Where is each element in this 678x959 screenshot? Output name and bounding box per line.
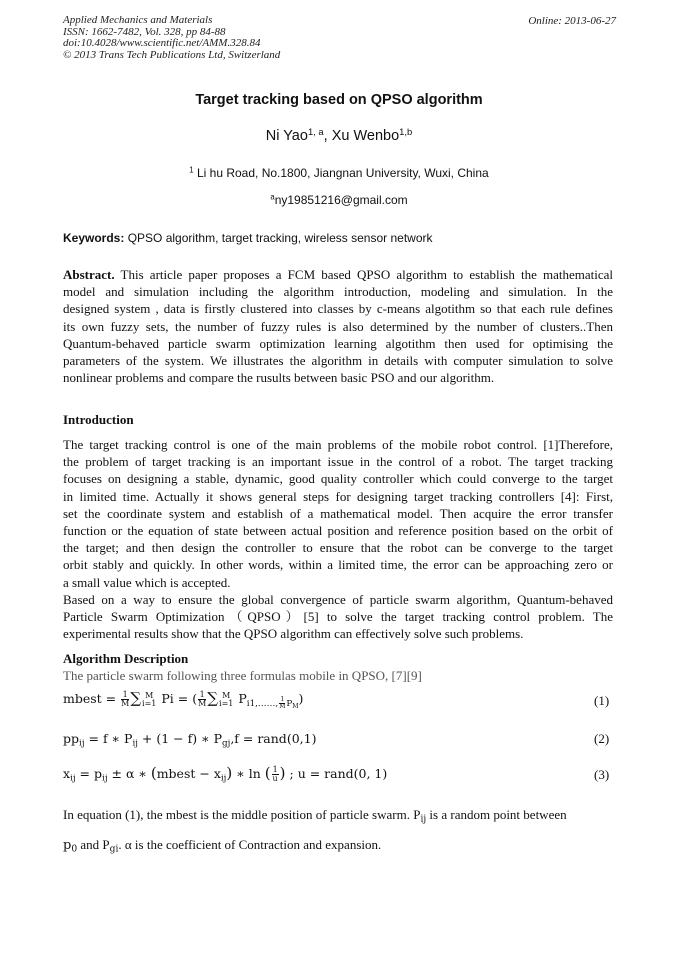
journal-header — [63, 15, 280, 61]
equation-1: mbest = $\frac{1}{M}$ ∑ M i=1 Pi = ( $\frac{1}{M}$ ∑ M i=1 $P_{i1,\dots\dots, \frac{1}{M} P_M}$) — [63, 689, 304, 710]
equation-explanation-line-2: $p_0$ and $P_{gi}$. α is the coefficient of Contraction and expansion. — [63, 837, 382, 855]
affiliation-marker: 1 — [189, 165, 194, 175]
text-line: The target tracking control is one of the main problems of the mobile robot control. [1]Therefore, — [63, 437, 613, 452]
text-line: the target; and then design the controller to ensure that the robot can be converge to the target — [63, 540, 613, 556]
text-line: in limited time. Actually it shows general steps for designing target tracking controllers [4]: First, — [63, 488, 613, 504]
abstract-line: Quantum-behaved particle swarm optimization learning algotithm then used for optimising the — [63, 335, 613, 351]
text-line: orbit stably and quickly. In other words, within a limited time, the error can be approaching zero or — [63, 557, 613, 573]
text-line: a small value which is accepted. — [63, 574, 231, 590]
email-marker: a — [270, 192, 275, 202]
section-heading-introduction: Introduction — [63, 412, 134, 427]
abstract-line: model and simulation including the algorithm introduction, modeling and simulation. In the — [63, 284, 613, 300]
keywords — [63, 231, 432, 245]
text-line: focuses on designing a stable, dynamic, good quality controller which could converge to the target — [63, 471, 613, 487]
text-line: Based on a way to ensure the global convergence of particle swarm algorithm, Quantum-behaved — [63, 591, 613, 607]
text-line: function or the equation of state between actual position and reference position based on the orbit of — [63, 523, 613, 539]
author-1-affil: 1, a — [307, 125, 324, 137]
journal-name: Applied Mechanics and Materials — [63, 14, 213, 26]
affiliation-text: Li hu Road, No.1800, Jiangnan University, Wuxi, China — [196, 166, 489, 180]
equation-1-number: (1) — [594, 693, 610, 708]
text-line: set the coordinate system and establish of a mathematical model. Then acquire the error transfer — [63, 505, 613, 521]
online-date: Online: 2013-06-27 — [528, 15, 616, 27]
section-heading-algorithm: Algorithm Description — [63, 651, 189, 666]
author-separator: , — [323, 128, 332, 144]
copyright-line: © 2013 Trans Tech Publications Ltd, Switzerland — [63, 48, 281, 61]
author-list — [0, 125, 678, 144]
abstract-label: Abstract. — [63, 267, 115, 282]
text-line: Particle Swarm Optimization（QPSO）[5] to solve the target tracking control problem. The — [63, 609, 613, 625]
abstract-line: its own fuzzy sets, the number of fuzzy rules is also determined by the number of clusters..Then — [63, 318, 613, 334]
equation-3: $x_{ij} = p_{ij} \pm \alpha$ ∗ (mbest − $x_{ij}$) ∗ ln ( $\frac{1}{u}$ ) ; u = rand(0, 1) — [63, 764, 388, 784]
text-line: the problem of target tracking is an important issue in the control of a robot. The target tracking — [63, 454, 613, 470]
equation-explanation-line-1: In equation (1), the mbest is the middle position of particle swarm. $P_{ij}$ is a random point between — [63, 807, 567, 825]
equation-3-number: (3) — [594, 767, 610, 782]
keywords-text: QPSO algorithm, target tracking, wireless sensor network — [127, 231, 433, 245]
abstract — [63, 266, 613, 386]
author-2: Xu Wenbo — [331, 128, 400, 144]
affiliation — [0, 166, 678, 180]
keywords-label: Keywords: — [63, 231, 125, 245]
abstract-line: nonlinear problems and compare the rusults between basic PSO and our algorithm. — [63, 370, 495, 386]
doi-line: doi:10.4028/www.scientific.net/AMM.328.84 — [63, 37, 261, 49]
author-2-affil: 1,b — [399, 125, 413, 137]
email-text: ny19851216@gmail.com — [274, 193, 408, 207]
text-line: experimental results show that the QPSO algorithm can effectively solve such problems. — [63, 626, 524, 642]
abstract-line: parameters of the system. We illustrates the algorithm in details with computer simulation to solve — [63, 353, 613, 369]
algorithm-intro: The particle swarm following three formulas mobile in QPSO, [7][9] — [63, 668, 422, 683]
author-email — [0, 193, 678, 207]
introduction-paragraph-1 — [63, 436, 613, 642]
author-1: Ni Yao — [265, 128, 308, 144]
abstract-line: Abstract. This article paper proposes a FCM based QPSO algorithm to establish the mathematical — [63, 267, 613, 282]
equation-2: $pp_{ij} = f$ ∗ $P_{ij} + (1 - f)$ ∗ $P_{gj},f$ = rand(0,1) — [63, 731, 317, 749]
abstract-line: designed system , data is firstly clustered into classes by c-means algotithm so that each rule defines — [63, 301, 613, 317]
issn-line: ISSN: 1662-7482, Vol. 328, pp 84-88 — [63, 25, 226, 38]
equation-2-number: (2) — [594, 731, 610, 746]
paper-title: Target tracking based on QPSO algorithm — [195, 92, 483, 108]
